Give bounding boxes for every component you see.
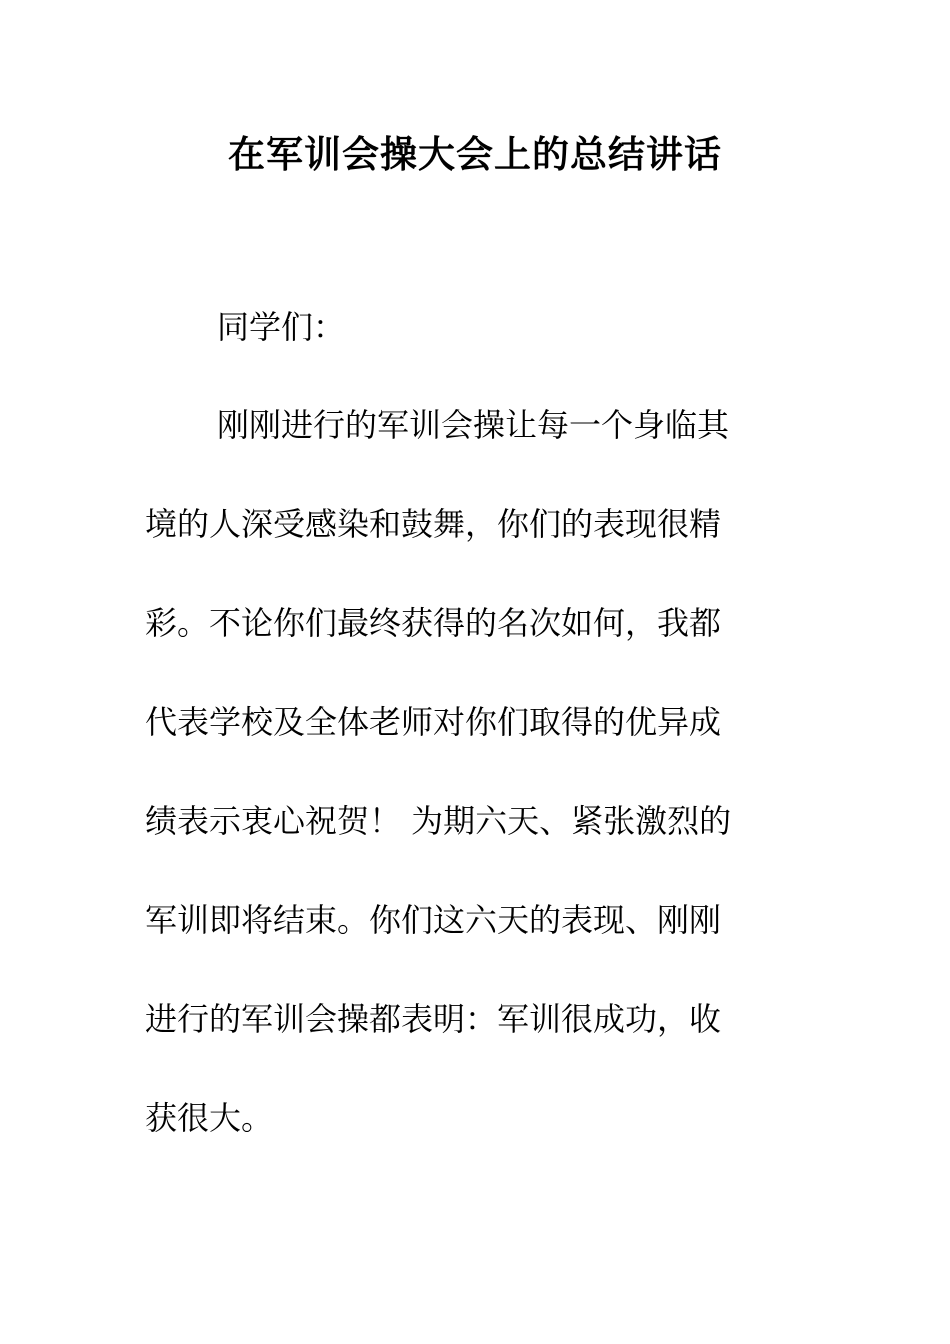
paragraph-line: 彩。不论你们最终获得的名次如何，我都	[145, 604, 722, 642]
paragraph-line: 代表学校及全体老师对你们取得的优异成	[145, 703, 722, 741]
salutation: 同学们：	[217, 308, 346, 346]
paragraph-line: 绩表示衷心祝贺！ 为期六天、紧张激烈的	[145, 802, 732, 840]
paragraph-line: 进行的军训会操都表明：军训很成功，收	[145, 1000, 722, 1038]
paragraph-line: 刚刚进行的军训会操让每一个身临其	[217, 406, 730, 444]
paragraph-line: 境的人深受感染和鼓舞，你们的表现很精	[145, 505, 722, 543]
paragraph-line: 获很大。	[145, 1099, 274, 1137]
paragraph-line: 军训即将结束。你们这六天的表现、刚刚	[145, 901, 722, 939]
document-title: 在军训会操大会上的总结讲话	[228, 132, 722, 176]
